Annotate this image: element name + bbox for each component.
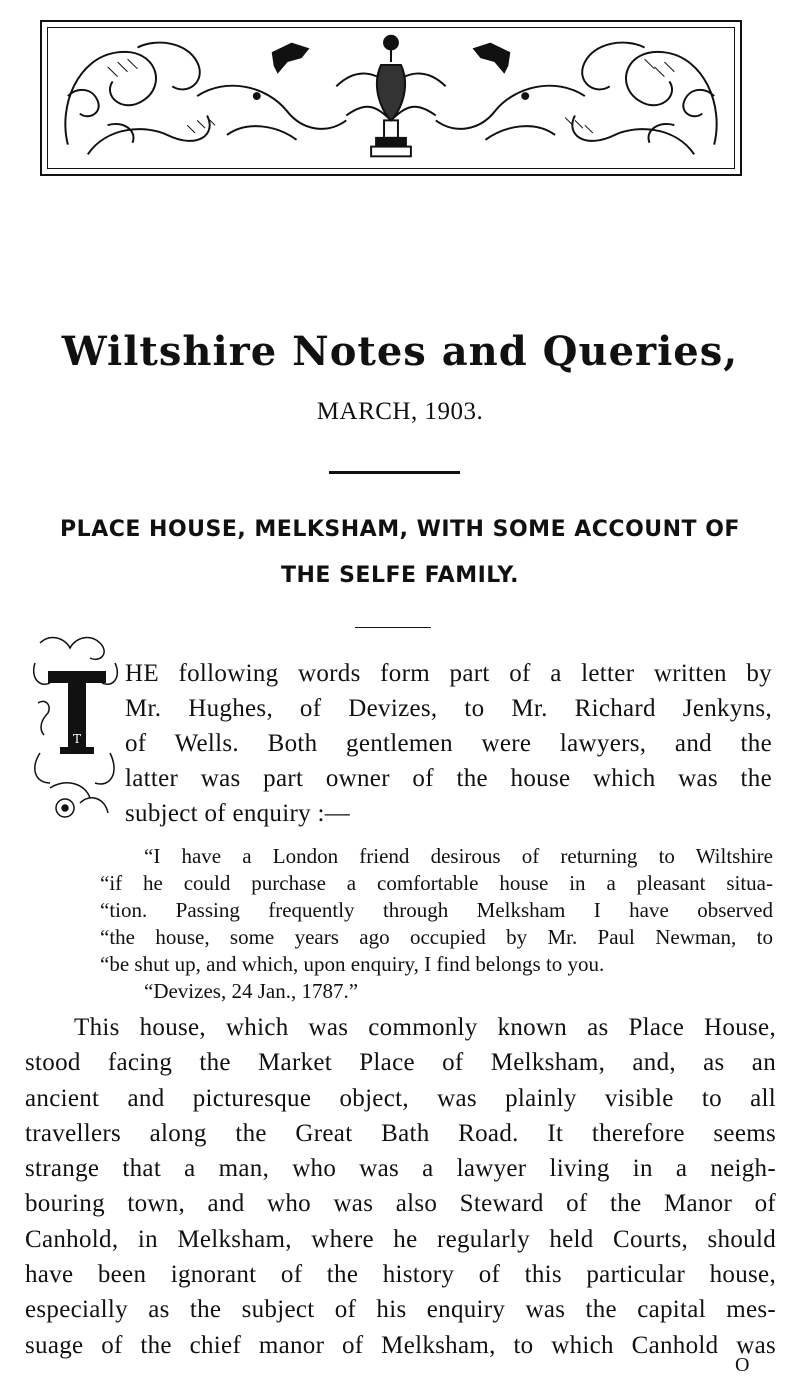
floral-drop-cap-icon — [30, 633, 122, 829]
divider-rule — [329, 471, 460, 474]
body-paragraph — [25, 1010, 776, 1363]
article-title — [0, 507, 800, 599]
intro-line: Mr. Hughes, of Devizes, to Mr. Richard Jenkyns, — [125, 695, 772, 722]
quote-line: “I have a London friend desirous of returning to Wiltshire — [144, 844, 773, 868]
signature-mark: O — [735, 1354, 750, 1376]
letter-quote — [100, 843, 773, 1005]
body-line: Canhold, in Melksham, where he regularly held Courts, should — [25, 1225, 776, 1253]
ornament-foliage-icon — [48, 28, 734, 168]
body-line: travellers along the Great Bath Road. It therefore seems — [25, 1119, 776, 1147]
body-line: This house, which was commonly known as Place House, — [74, 1014, 776, 1041]
quote-line: “tion. Passing frequently through Melksham I have observed — [100, 898, 773, 922]
quote-line: “if he could purchase a comfortable house in a pleasant situa- — [100, 871, 773, 895]
intro-line: subject of enquiry :— — [125, 800, 351, 827]
drop-cap-letter: T — [72, 732, 82, 746]
body-line: stood facing the Market Place of Melksham, and, as an — [25, 1049, 776, 1077]
intro-line: latter was part owner of the house which was the — [125, 765, 772, 792]
body-line: strange that a man, who was a lawyer living in a neigh- — [25, 1155, 776, 1183]
article-title-line-1: PLACE HOUSE, MELKSHAM, WITH SOME ACCOUNT OF — [60, 517, 740, 542]
body-line: bouring town, and who was also Steward of the Manor of — [25, 1190, 776, 1218]
quote-signature: “Devizes, 24 Jan., 1787.” — [144, 979, 359, 1003]
body-line: ancient and picturesque object, was plainly visible to all — [25, 1084, 776, 1112]
header-ornament — [40, 20, 742, 176]
quote-line: “be shut up, and which, upon enquiry, I find belongs to you. — [100, 952, 605, 976]
issue-date: MARCH, 1903. — [316, 398, 484, 425]
drop-cap — [30, 633, 122, 829]
journal-title: Wiltshire Notes and Queries, — [61, 328, 739, 375]
quote-line: “the house, some years ago occupied by Mr. Paul Newman, to — [100, 925, 773, 949]
intro-paragraph — [125, 656, 772, 831]
article-title-line-2: THE SELFE FAMILY. — [280, 563, 520, 588]
intro-line: of Wells. Both gentlemen were lawyers, and the — [125, 730, 772, 757]
body-line: suage of the chief manor of Melksham, to which Canhold was — [25, 1331, 776, 1359]
intro-line: HE following words form part of a letter written by — [125, 660, 772, 687]
body-line: especially as the subject of his enquiry was the capital mes- — [25, 1296, 776, 1324]
divider-rule-small — [355, 627, 431, 628]
body-line: have been ignorant of the history of this particular house, — [25, 1261, 776, 1289]
